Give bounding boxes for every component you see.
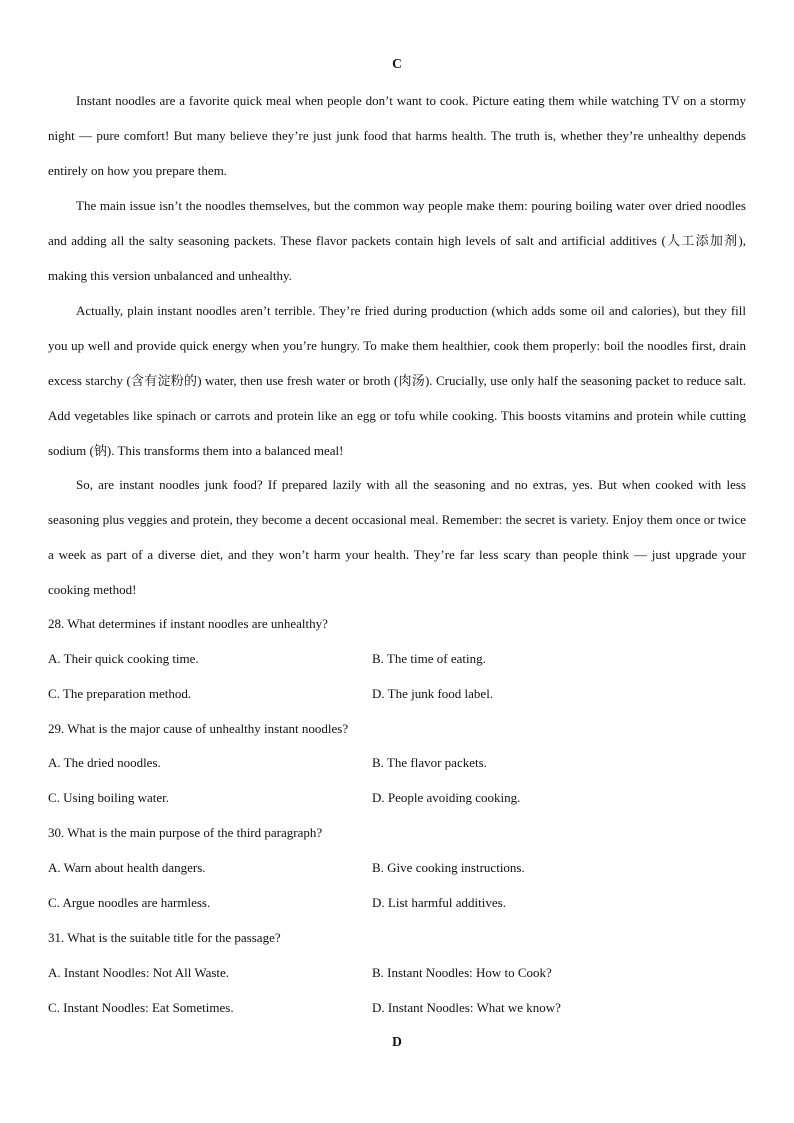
question-31-option-c: C. Instant Noodles: Eat Sometimes. xyxy=(48,1000,234,1015)
question-29-option-b: B. The flavor packets. xyxy=(372,755,487,770)
question-29-option-d: D. People avoiding cooking. xyxy=(372,790,521,805)
question-28-option-d: D. The junk food label. xyxy=(372,686,494,701)
passage-paragraph-1: Instant noodles are a favorite quick meal when people don’t want to cook. Picture eating them while watching TV on a stormy night — pure comfort! But many believe they’re just junk food that harms health. The truth is, whether they’re unhealthy depends entirely on how you prepare them. xyxy=(48,93,746,178)
passage-paragraph-2: The main issue isn’t the noodles themselves, but the common way people make them: pouring boiling water over dried noodles and adding all the salty seasoning packets. These flavor packets contain high levels of salt and artificial additives (人工添加剂), making this version unbalanced and unhealthy. xyxy=(48,198,746,283)
question-30-option-a: A. Warn about health dangers. xyxy=(48,860,206,875)
section-heading-d: D xyxy=(392,1034,402,1049)
question-31: 31. What is the suitable title for the passage? xyxy=(48,930,281,945)
question-28: 28. What determines if instant noodles are unhealthy? xyxy=(48,616,328,631)
question-29-option-a: A. The dried noodles. xyxy=(48,755,161,770)
question-28-option-b: B. The time of eating. xyxy=(372,651,486,666)
passage-paragraph-4: So, are instant noodles junk food? If prepared lazily with all the seasoning and no extras, yes. But when cooked with less seasoning plus veggies and protein, they become a decent occasional meal. Remember: the secret is variety. Enjoy them once or twice a week as part of a diverse diet, and they won’t harm your health. They’re far less scary than people think — just upgrade your cooking method! xyxy=(48,477,746,597)
passage-paragraph-3: Actually, plain instant noodles aren’t terrible. They’re fried during production (which adds some oil and calories), but they fill you up well and provide quick energy when you’re hungry. To make them healthier, cook them properly: boil the noodles first, drain excess starchy (含有淀粉的) water, then use fresh water or broth (肉汤). Crucially, use only half the seasoning packet to reduce salt. Add vegetables like spinach or carrots and protein like an egg or tofu while cooking. This boosts vitamins and protein while cutting sodium (钠). This transforms them into a balanced meal! xyxy=(48,303,746,458)
question-28-option-a: A. Their quick cooking time. xyxy=(48,651,199,666)
question-31-option-b: B. Instant Noodles: How to Cook? xyxy=(372,965,552,980)
question-31-option-a: A. Instant Noodles: Not All Waste. xyxy=(48,965,230,980)
question-30: 30. What is the main purpose of the third paragraph? xyxy=(48,825,323,840)
question-30-option-c: C. Argue noodles are harmless. xyxy=(48,895,211,910)
question-28-option-c: C. The preparation method. xyxy=(48,686,192,701)
section-heading-c: C xyxy=(392,56,402,71)
question-31-option-d: D. Instant Noodles: What we know? xyxy=(372,1000,561,1015)
question-30-option-b: B. Give cooking instructions. xyxy=(372,860,525,875)
question-29: 29. What is the major cause of unhealthy instant noodles? xyxy=(48,721,349,736)
question-29-option-c: C. Using boiling water. xyxy=(48,790,169,805)
question-30-option-d: D. List harmful additives. xyxy=(372,895,506,910)
